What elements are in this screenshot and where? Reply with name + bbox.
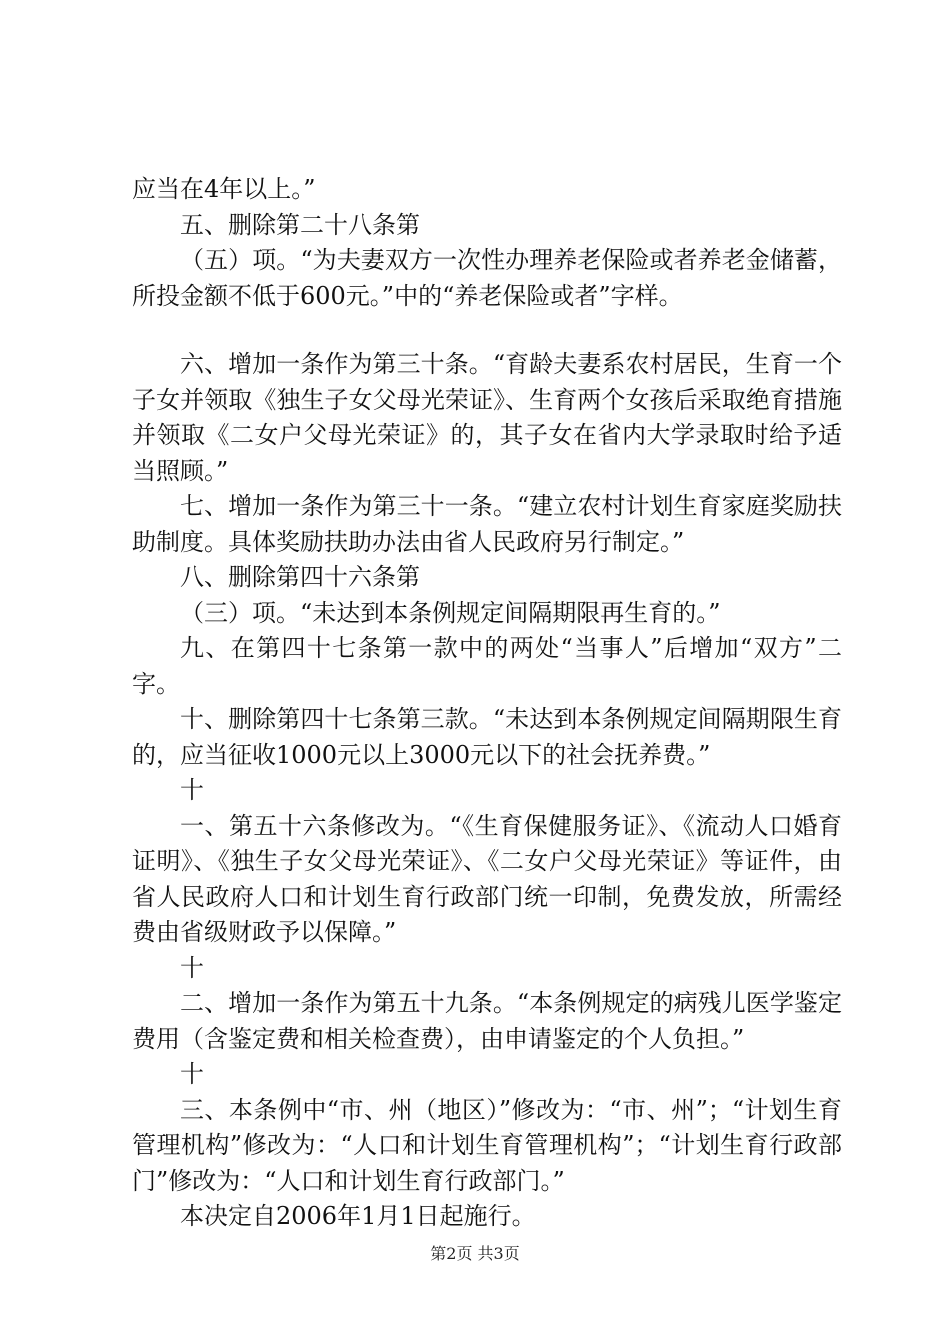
paragraph: 十 (180, 953, 204, 982)
paragraph: （三）项。“未达到本条例规定间隔期限再生育的。” (180, 598, 721, 627)
paragraph: 十 (180, 776, 204, 804)
paragraph: 三、本条例中“市、州（地区）”修改为：“市、州”；“计划生育管理机构”修改为：“人口和计划生育管理机构”；“计划生育行政部门”修改为：“人口和计划生育行政部门。” (132, 1095, 842, 1195)
paragraph: 一、第五十六条修改为。“《生育保健服务证》、《流动人口婚育证明》、《独生子女父母光荣证》、《二女户父母光荣证》等证件，由省人民政府人口和计划生育行政部门统一印制，免费发放，所需经费由省级财政予以保障。” (132, 811, 842, 946)
paragraph: （五）项。“为夫妻双方一次性办理养老保险或者养老金储蓄，所投金额不低于600元。”中的“养老保险或者”字样。 (132, 246, 842, 310)
paragraph: 本决定自2006年1月1日起施行。 (180, 1202, 536, 1230)
paragraph: 八、删除第四十六条第 (180, 563, 420, 591)
document-body (132, 172, 842, 1235)
paragraph: 六、增加一条作为第三十条。“育龄夫妻系农村居民，生育一个子女并领取《独生子女父母光荣证》、生育两个女孩后采取绝育措施并领取《二女户父母光荣证》的，其子女在省内大学录取时给予适当照顾。” (132, 350, 842, 485)
paragraph: 十、删除第四十七条第三款。“未达到本条例规定间隔期限生育的，应当征收1000元以上3000元以下的社会抚养费。” (132, 705, 842, 769)
paragraph: 十 (180, 1060, 204, 1088)
paragraph: 应当在4年以上。” (132, 175, 316, 203)
paragraph: 九、在第四十七条第一款中的两处“当事人”后增加“双方”二字。 (132, 634, 842, 698)
paragraph: 二、增加一条作为第五十九条。“本条例规定的病残儿医学鉴定费用（含鉴定费和相关检查费），由申请鉴定的个人负担。” (132, 989, 842, 1053)
paragraph-gap (132, 314, 842, 347)
paragraph: 七、增加一条作为第三十一条。“建立农村计划生育家庭奖励扶助制度。具体奖励扶助办法由省人民政府另行制定。” (132, 492, 842, 556)
paragraph: 五、删除第二十八条第 (180, 210, 420, 239)
page-footer: 第2页 共3页 (430, 1244, 520, 1263)
